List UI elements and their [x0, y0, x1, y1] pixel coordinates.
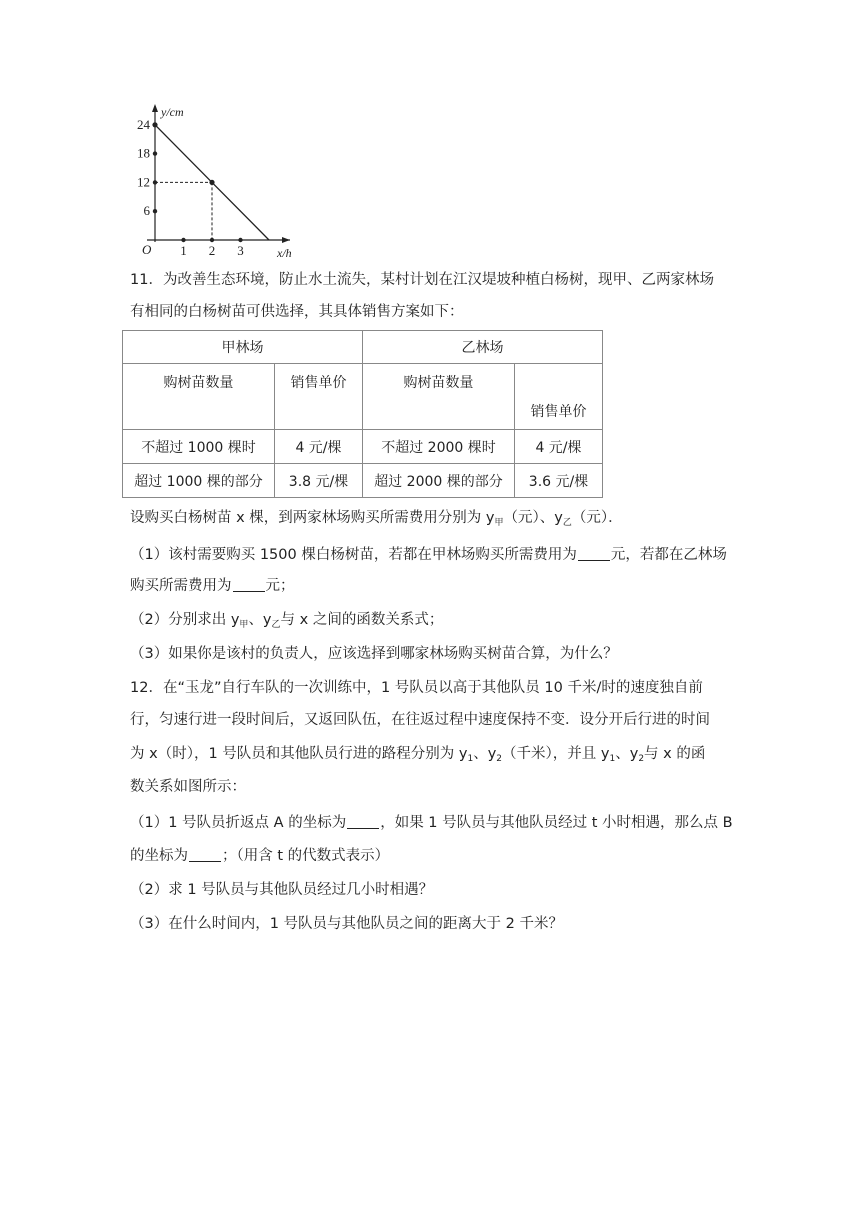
x-tick-label: 2: [208, 243, 216, 258]
subscript: 2: [496, 754, 503, 764]
answer-blank: [233, 577, 265, 592]
subscript: 甲: [239, 620, 249, 630]
question-text: ，如果 1 号队员与其他队员经过 t 小时相遇，那么点 B: [380, 815, 733, 831]
question-text: ；（用含 t 的代数式表示）: [222, 848, 390, 864]
x-tick-label: 3: [237, 243, 244, 258]
x-tick-label: 1: [180, 243, 187, 258]
y-axis-arrow: [152, 104, 158, 112]
x-tick-dot: [181, 238, 185, 242]
data-point: [209, 180, 214, 185]
farm-a-price-header: 销售单价: [275, 364, 363, 430]
q12-part1-line1: [130, 813, 733, 833]
q12-line2: 行，匀速行进一段时间后，又返回队伍，在往返过程中速度保持不变．设分开后行进的时间: [130, 712, 710, 728]
data-point: [152, 122, 157, 127]
question-text: 购买所需费用为: [130, 578, 232, 594]
question-text: 元，若都在乙林场: [610, 547, 727, 563]
farm-a-qty-header: 购树苗数量: [123, 364, 275, 430]
table-cell: 3.8 元/棵: [275, 464, 363, 498]
question-text: 与 x 的函: [644, 746, 706, 762]
setup-text: （元）．: [571, 510, 623, 526]
question-text: 、y: [615, 746, 639, 762]
q11-setup: [130, 508, 623, 533]
q12-part2: （2）求 1 号队员与其他队员经过几小时相遇？: [130, 882, 434, 898]
line-graph: [122, 100, 302, 260]
table-cell: 3.6 元/棵: [515, 464, 603, 498]
table-cell: 超过 1000 棵的部分: [123, 464, 275, 498]
question-text: 与 x 之间的函数关系式；: [280, 612, 444, 628]
question-text: （1）该村需要购买 1500 棵白杨树苗，若都在甲林场购买所需费用为: [130, 547, 577, 563]
q11-intro-line2: 有相同的白杨树苗可供选择，其具体销售方案如下：: [130, 304, 464, 320]
subscript: 2: [638, 754, 645, 764]
farm-a-header: 甲林场: [123, 331, 363, 364]
q12-part3: （3）在什么时间内，1 号队员与其他队员之间的距离大于 2 千米？: [130, 916, 564, 932]
question-text: （1）1 号队员折返点 A 的坐标为: [130, 815, 347, 831]
q12-line1: 12．在“玉龙”自行车队的一次训练中，1 号队员以高于其他队员 10 千米/时的速度独自前: [130, 680, 703, 696]
subscript: 乙: [562, 518, 572, 528]
y-tick-label: 18: [137, 145, 150, 161]
question-text: 为 x（时），1 号队员和其他队员行进的路程分别为 y: [130, 746, 468, 762]
table-cell: 不超过 2000 棵时: [363, 430, 515, 464]
price-table: [122, 330, 603, 498]
question-text: 、y: [473, 746, 497, 762]
q11-part1-line2: [130, 576, 295, 596]
question-text: （千米），并且 y: [502, 746, 610, 762]
farm-b-price-header: 销售单价: [515, 364, 603, 430]
setup-text: 设购买白杨树苗 x 棵，到两家林场购买所需费用分别为 y: [130, 510, 495, 526]
subscript: 乙: [271, 620, 281, 630]
question-text: （2）分别求出 y: [130, 612, 240, 628]
question-text: 、y: [248, 612, 272, 628]
question-text: 元；: [265, 578, 295, 594]
origin-label: O: [142, 242, 152, 257]
setup-text: （元）、y: [503, 510, 563, 526]
answer-blank: [347, 814, 379, 829]
x-tick-dot: [238, 238, 242, 242]
x-axis-label: x/h: [277, 246, 292, 260]
subscript: 甲: [494, 518, 504, 528]
q11-intro-line1: 11．为改善生态环境，防止水土流失，某村计划在江汉堤坡种植白杨树，现甲、乙两家林场: [130, 272, 714, 288]
q12-part1-line2: [130, 846, 389, 866]
x-axis-arrow: [282, 237, 290, 243]
y-tick-label: 24: [137, 116, 150, 132]
table-cell: 超过 2000 棵的部分: [363, 464, 515, 498]
subscript: 1: [609, 754, 616, 764]
q11-part1-line1: [130, 545, 727, 565]
q12-line4: 数关系如图所示：: [130, 779, 246, 795]
q12-line3: [130, 744, 705, 769]
subscript: 1: [467, 754, 474, 764]
y-tick-dot: [153, 209, 157, 213]
q11-part2: [130, 610, 443, 635]
q11-part3: （3）如果你是该村的负责人，应该选择到哪家林场购买树苗合算，为什么？: [130, 646, 618, 662]
farm-b-header: 乙林场: [363, 331, 603, 364]
y-tick-label: 12: [137, 174, 150, 190]
answer-blank: [578, 546, 610, 561]
question-text: 的坐标为: [130, 848, 188, 864]
y-axis-label: y/cm: [161, 105, 184, 119]
table-cell: 不超过 1000 棵时: [123, 430, 275, 464]
y-tick-dot: [153, 151, 157, 155]
y-tick-label: 6: [143, 203, 150, 219]
answer-blank: [189, 847, 221, 862]
farm-b-qty-header: 购树苗数量: [363, 364, 515, 430]
table-cell: 4 元/棵: [275, 430, 363, 464]
table-cell: 4 元/棵: [515, 430, 603, 464]
